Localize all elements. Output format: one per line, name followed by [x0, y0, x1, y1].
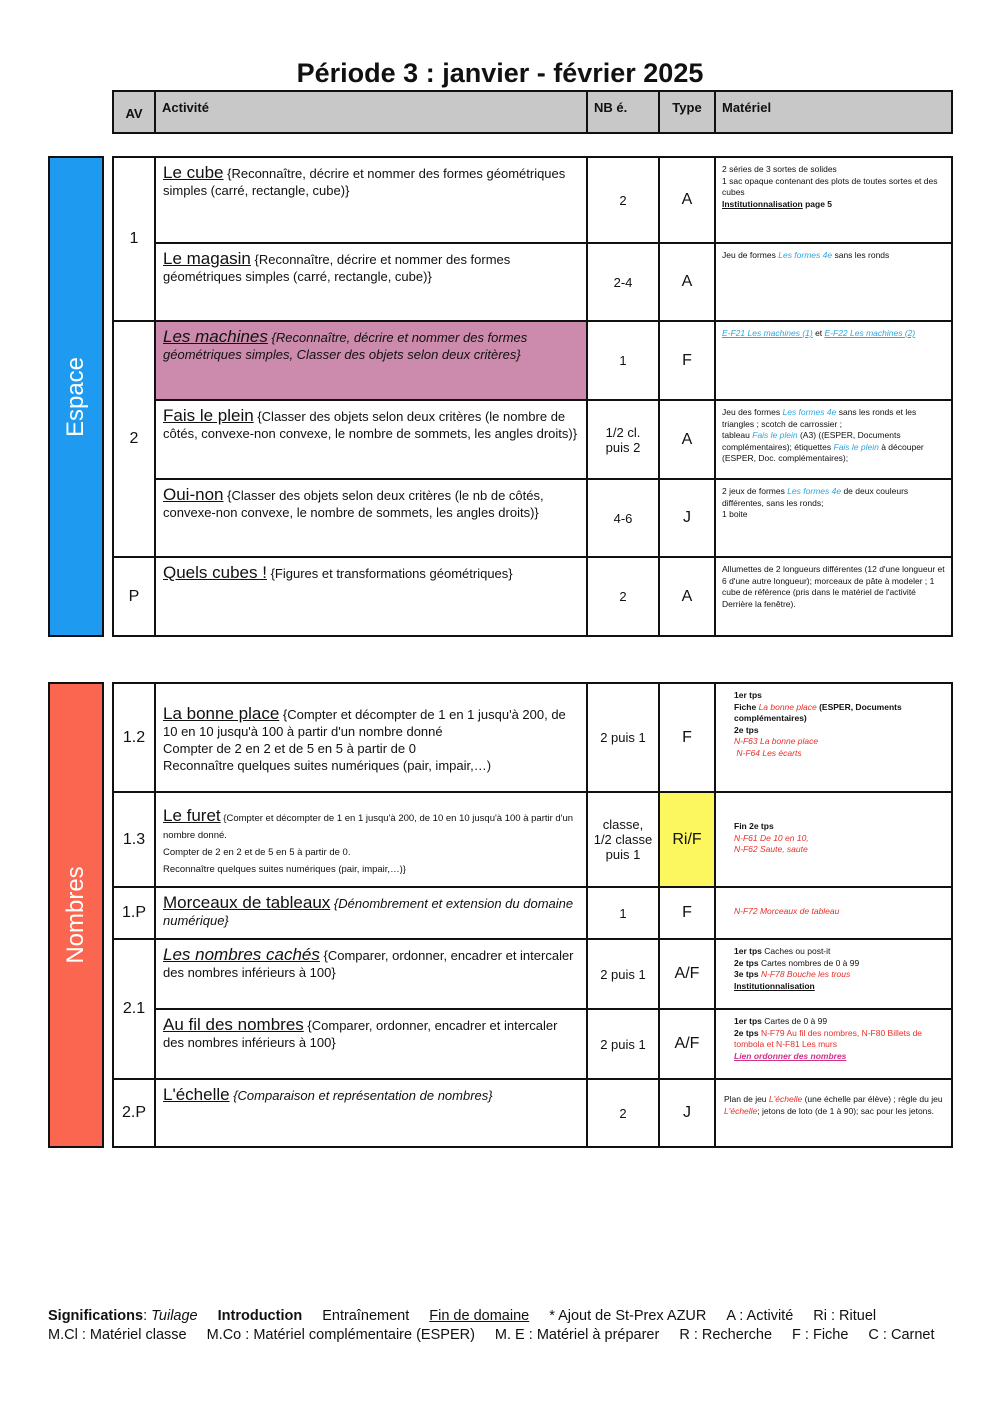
activity-link[interactable]: Le cube	[163, 163, 224, 182]
text-segment: 1er tps	[734, 690, 762, 700]
activity-cell	[154, 556, 588, 637]
legend-item: Fin de domaine	[429, 1308, 530, 1324]
activity-text	[163, 328, 579, 363]
materiel-line	[734, 702, 945, 725]
text-segment: {Compter et décompter de 1 en 1 jusqu'à 200, de 10 en 10 jusqu'à 100 à partir d'un nombre donné. Compter de 2 en 2 et de 5 en 5 à partir de 0. Reconnaître quelques suites numériques (pair, impair,…)}	[163, 812, 574, 875]
nb-eleves-cell: 2 puis 1	[586, 1008, 660, 1080]
materiel-line	[722, 164, 945, 176]
type-cell: Ri/F	[658, 791, 716, 888]
materiel-cell	[714, 938, 953, 1010]
page-title: Période 3 : janvier - février 2025	[296, 58, 704, 88]
activity-cell	[154, 1008, 588, 1080]
materiel-line	[734, 690, 945, 702]
header-type: Type	[658, 90, 716, 134]
activity-text	[163, 164, 579, 199]
activity-cell	[154, 886, 588, 940]
av-cell: 1.2	[112, 682, 156, 793]
activity-text	[163, 894, 579, 929]
text-segment: {Comparer, ordonner, encadrer et intercaler des nombres inférieurs à 100}	[163, 1018, 562, 1050]
materiel-line	[722, 564, 945, 610]
av-cell: 2.P	[112, 1078, 156, 1148]
type-cell: A	[658, 242, 716, 322]
legend-item: Ri : Rituel	[813, 1308, 877, 1324]
activity-text	[163, 486, 579, 521]
nb-eleves-cell: 2 puis 1	[586, 682, 660, 793]
activity-text	[163, 705, 579, 774]
activity-text	[163, 807, 579, 876]
activity-cell	[154, 938, 588, 1010]
text-segment: N-F62 Saute, saute	[734, 844, 808, 854]
av-cell: P	[112, 556, 156, 637]
materiel-cell	[714, 556, 953, 637]
av-cell: 2	[112, 320, 156, 558]
domain-label: Espace	[62, 356, 89, 437]
text-segment: N-F64 Les écarts	[734, 747, 802, 758]
text-segment: Les formes 4e	[787, 486, 842, 496]
text-segment: {Reconnaître, décrire et nommer des formes géométriques simples, Classer des objets selon deux critères}	[163, 330, 531, 362]
nb-eleves-cell: 1	[586, 886, 660, 940]
materiel-cell	[714, 399, 953, 480]
av-cell: 1	[112, 156, 156, 322]
nb-eleves-cell: 2	[586, 556, 660, 637]
materiel-line	[722, 176, 945, 199]
legend-item: R : Recherche	[679, 1327, 773, 1343]
header-nb: NB é.	[586, 90, 660, 134]
type-cell: A	[658, 399, 716, 480]
nb-eleves-cell: classe, 1/2 classe puis 1	[586, 791, 660, 888]
activity-cell	[154, 399, 588, 480]
text-segment: (A3) ((ESPER, Documents complémentaires); étiquettes	[722, 430, 903, 452]
type-cell: A/F	[658, 938, 716, 1010]
legend-item: Significations	[48, 1308, 144, 1324]
domain-band-espace	[48, 156, 104, 637]
nb-eleves-cell: 2	[586, 156, 660, 244]
activity-link[interactable]: Les machines	[163, 327, 268, 346]
materiel-line	[722, 328, 945, 340]
text-segment: {Compter et décompter de 1 en 1 jusqu'à 200, de 10 en 10 jusqu'à 100 à partir d'un nombre donné	[163, 706, 570, 739]
materiel-line	[734, 748, 945, 760]
activity-link[interactable]: Quels cubes !	[163, 563, 267, 582]
text-segment: Fiche	[734, 701, 759, 712]
text-segment: Institutionnalisation	[722, 198, 803, 209]
legend-item: M. E : Matériel à préparer	[494, 1327, 660, 1343]
text-segment: {Comparer, ordonner, encadrer et intercaler des nombres inférieurs à 100}	[163, 948, 578, 980]
text-segment: Jeu de formes	[722, 250, 779, 260]
nb-eleves-cell: 2-4	[586, 242, 660, 322]
type-cell: A/F	[658, 1008, 716, 1080]
text-segment: 1er tps	[734, 946, 762, 956]
legend-item: Introduction	[217, 1308, 303, 1324]
activity-link[interactable]: L'échelle	[163, 1085, 230, 1104]
activity-link[interactable]: E-F21 Les machines (1)	[722, 328, 813, 338]
nb-eleves-cell: 2 puis 1	[586, 938, 660, 1010]
text-segment: Les formes 4e	[782, 407, 837, 417]
text-segment: 2 séries de 3 sortes de solides	[722, 164, 837, 174]
materiel-line	[734, 969, 945, 981]
text-segment: Cartes de 0 à 99	[761, 1016, 828, 1026]
materiel-line	[724, 1094, 945, 1117]
text-segment: 2 jeux de formes	[722, 486, 788, 496]
legend-item: * Ajout de St-Prex AZUR	[549, 1308, 707, 1324]
text-segment: ; jetons de loto (de 1 à 90); sac pour les jetons.	[757, 1105, 935, 1116]
materiel-line	[734, 1028, 945, 1051]
legend-item: C : Carnet	[868, 1327, 935, 1343]
activity-cell	[154, 242, 588, 322]
text-segment: 1er tps	[734, 1016, 762, 1026]
av-cell: 2.1	[112, 938, 156, 1080]
legend-item: F : Fiche	[792, 1327, 849, 1343]
text-segment: Les formes 4e	[778, 250, 833, 260]
materiel-line	[734, 1051, 945, 1063]
activity-link[interactable]: Le furet	[163, 805, 221, 825]
text-segment: {Reconnaître, décrire et nommer des formes géométriques simples (carré, rectangle, cube)}	[163, 252, 514, 284]
text-segment: Allumettes de 2 longueurs différentes (12 d'une longueur et 6 d'une autre longueur); morceaux de pâte à modeler ; 1 cube de référence (pris dans le matériel de l'activité Derrière la fenêtre).	[722, 564, 947, 609]
materiel-line	[734, 981, 945, 993]
materiel-line	[734, 736, 945, 748]
text-segment: N-F78 Bouche les trous	[758, 969, 851, 979]
text-segment: (une échelle par élève) ; règle du jeu	[802, 1094, 945, 1104]
activity-text	[163, 564, 579, 582]
type-cell: J	[658, 478, 716, 558]
text-segment: (ESPER, Documents complémentaires)	[734, 701, 905, 723]
text-segment: N-F79 Au fil des nombres, N-F80 Billets de tombola et N-F81 Les murs	[734, 1027, 925, 1049]
text-segment: N-F61 De 10 en 10,	[734, 832, 809, 843]
materiel-cell	[714, 242, 953, 322]
activity-link[interactable]: Fais le plein	[163, 406, 254, 425]
activity-cell	[154, 156, 588, 244]
nb-eleves-cell: 4-6	[586, 478, 660, 558]
type-cell: F	[658, 320, 716, 401]
domain-band-nombres	[48, 682, 104, 1148]
activity-link[interactable]: E-F22 Les machines (2)	[824, 328, 916, 338]
materiel-line	[734, 958, 945, 970]
activity-link[interactable]: Au fil des nombres	[163, 1015, 304, 1034]
activity-link[interactable]: Le magasin	[163, 249, 251, 268]
legend-item: Tuilage	[151, 1308, 198, 1324]
text-segment: {Dénombrement et extension du domaine numérique}	[163, 896, 577, 928]
nb-eleves-cell: 1/2 cl. puis 2	[586, 399, 660, 480]
text-segment: sans les ronds et les triangles ; scotch de carrossier ;	[722, 407, 919, 429]
materiel-line	[734, 906, 945, 918]
type-cell: F	[658, 682, 716, 793]
activity-link[interactable]: La bonne place	[163, 703, 280, 723]
text-segment: N-F72 Morceaux de tableau	[734, 906, 840, 916]
materiel-line	[722, 430, 945, 465]
materiel-line	[734, 844, 945, 856]
text-segment: 2e tps	[734, 724, 759, 735]
text-segment: L'échelle	[768, 1094, 803, 1104]
text-segment: 1 sac opaque contenant des plots de toutes sortes et des cubes	[722, 175, 940, 197]
text-segment: 2e tps	[734, 1027, 759, 1038]
materiel-line	[722, 407, 945, 430]
materiel-line	[722, 250, 945, 262]
materiel-line	[734, 946, 945, 958]
type-cell: J	[658, 1078, 716, 1148]
materiel-line	[734, 821, 945, 833]
av-cell: 1.3	[112, 791, 156, 888]
text-segment: Fin 2e tps	[734, 821, 774, 831]
legend-item: Entraînement	[322, 1308, 410, 1324]
text-segment: de deux couleurs différentes, sans les ronds;	[722, 486, 911, 508]
text-segment: page 5	[802, 198, 833, 209]
activity-link[interactable]: Morceaux de tableaux	[163, 893, 331, 912]
header-av: AV	[112, 90, 156, 134]
text-segment: L'échelle	[724, 1105, 758, 1116]
text-segment: Fais le plein	[833, 441, 879, 452]
materiel-cell	[714, 886, 953, 940]
text-segment: et	[812, 328, 825, 338]
text-segment: {Classer des objets selon deux critères (le nombre de côtés, convexe-non convexe, le nombre de sommets, les angles droits)}	[163, 409, 578, 441]
text-segment: Fais le plein	[752, 430, 798, 440]
text-segment: Compter de 2 en 2 et de 5 en 5 à partir de 0 Reconnaître quelques suites numériques (pair, impair,…)	[163, 740, 492, 773]
nb-eleves-cell: 2	[586, 1078, 660, 1148]
materiel-line	[722, 509, 945, 521]
legend-item: M.Co : Matériel complémentaire (ESPER)	[206, 1327, 475, 1343]
nb-eleves-cell: 1	[586, 320, 660, 401]
header-materiel: Matériel	[714, 90, 953, 134]
text-segment: tableau	[722, 430, 753, 440]
materiel-cell	[714, 1008, 953, 1080]
activity-text	[163, 407, 579, 442]
text-segment: 3e tps	[734, 969, 759, 979]
activity-cell	[154, 791, 588, 888]
text-segment: N-F63 La bonne place	[734, 736, 819, 746]
text-segment: 1 boite	[722, 509, 748, 519]
text-segment: à découper (ESPER, Doc. complémentaires);	[722, 441, 927, 463]
materiel-line	[734, 1016, 945, 1028]
materiel-line	[734, 833, 945, 845]
type-cell: A	[658, 556, 716, 637]
text-segment: Plan de jeu	[724, 1094, 769, 1104]
text-segment: {Comparaison et représentation de nombres}	[229, 1088, 493, 1103]
materiel-cell	[714, 682, 953, 793]
text-segment: 2e tps	[734, 957, 759, 968]
type-cell: A	[658, 156, 716, 244]
activity-text	[163, 1086, 579, 1104]
activity-link[interactable]: Les nombres cachés	[163, 945, 320, 964]
activity-cell	[154, 478, 588, 558]
activity-cell	[154, 320, 588, 401]
header-activite: Activité	[154, 90, 588, 134]
legend-item: M.Cl : Matériel classe	[48, 1327, 187, 1343]
legend-item: A : Activité	[726, 1308, 794, 1324]
legend-line-2	[48, 1327, 955, 1343]
materiel-cell	[714, 791, 953, 888]
materiel-cell	[714, 1078, 953, 1148]
text-segment: Jeu des formes	[722, 407, 783, 417]
activity-cell	[154, 1078, 588, 1148]
text-segment: sans les ronds	[832, 250, 890, 260]
materiel-line	[722, 486, 945, 509]
text-segment: Institutionnalisation	[734, 980, 815, 991]
activity-text	[163, 250, 579, 285]
legend-line-1	[48, 1308, 896, 1324]
activity-link[interactable]: Lien ordonner des nombres	[734, 1050, 847, 1061]
legend-item: :	[143, 1308, 152, 1324]
activity-text	[163, 1016, 579, 1051]
activity-text	[163, 946, 579, 981]
activity-link[interactable]: Oui-non	[163, 485, 224, 504]
text-segment: Caches ou post-it	[761, 946, 831, 956]
domain-label: Nombres	[62, 866, 89, 964]
text-segment: {Classer des objets selon deux critères (le nb de côtés, convexe-non convexe, le nombre de sommets, les angles droits)}	[163, 488, 548, 520]
materiel-cell	[714, 156, 953, 244]
materiel-cell	[714, 478, 953, 558]
text-segment: {Reconnaître, décrire et nommer des formes géométriques simples (carré, rectangle, cube)}	[163, 166, 569, 198]
text-segment: {Figures et transformations géométriques}	[266, 566, 513, 581]
av-cell: 1.P	[112, 886, 156, 940]
text-segment: Cartes nombres de 0 à 99	[758, 957, 860, 968]
text-segment: La bonne place	[758, 701, 817, 712]
materiel-cell	[714, 320, 953, 401]
materiel-line	[734, 725, 945, 737]
materiel-line	[722, 199, 945, 211]
type-cell: F	[658, 886, 716, 940]
activity-cell	[154, 682, 588, 793]
